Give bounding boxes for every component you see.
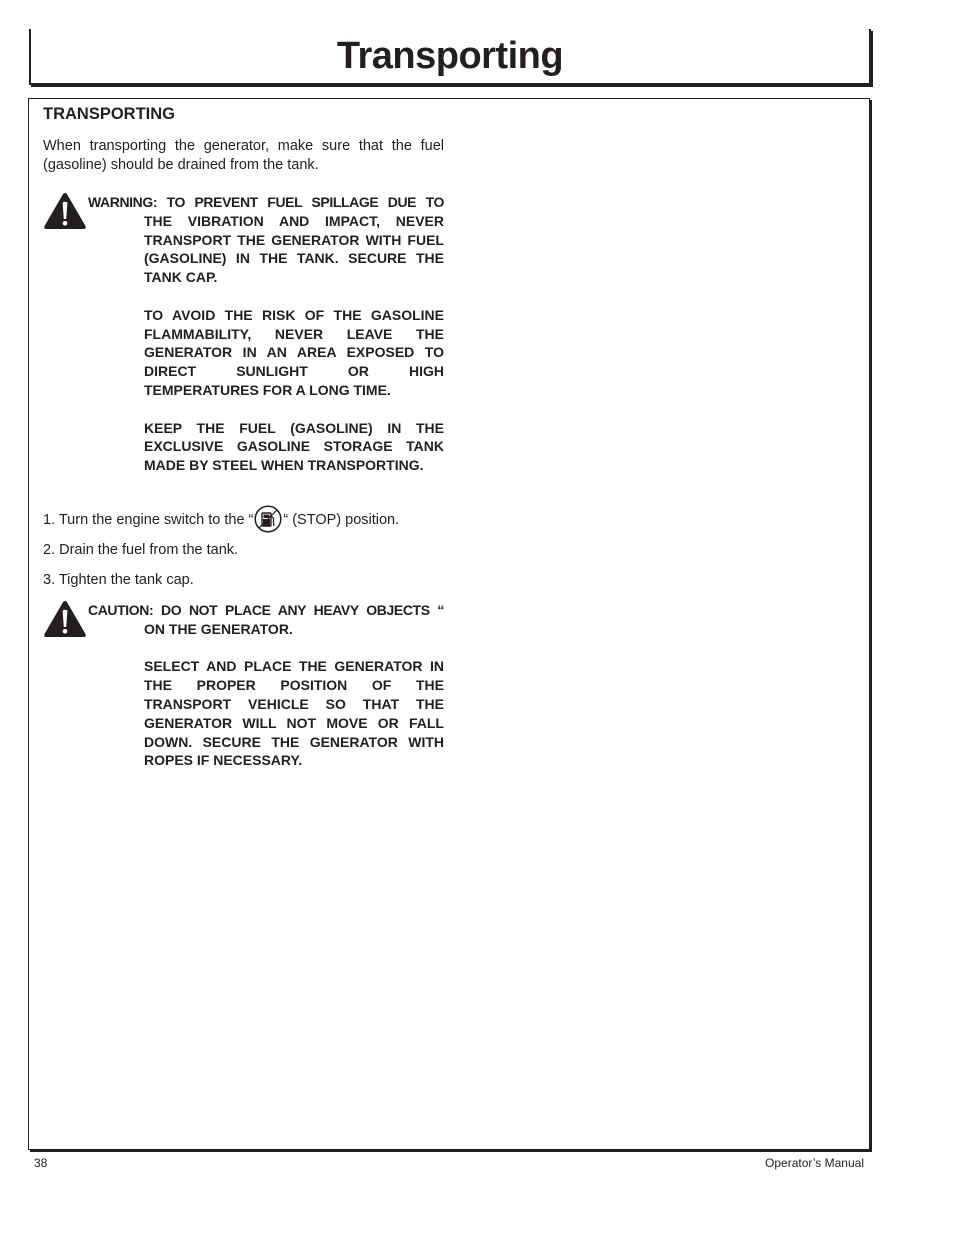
warning-paragraph: THE VIBRATION AND IMPACT, NEVER TRANSPORT THE GENERATOR WITH FUEL (GASOLINE) IN THE TANK. SECURE THE TANK CAP.	[144, 212, 444, 286]
warning-paragraph: KEEP THE FUEL (GASOLINE) IN THE EXCLUSIVE GASOLINE STORAGE TANK MADE BY STEEL WHEN TRANSPORTING.	[144, 419, 444, 474]
caution-paragraph: ON THE GENERATOR.	[144, 620, 293, 637]
warning-triangle-icon	[43, 192, 87, 230]
warning-triangle-icon	[43, 600, 87, 638]
caution-notice	[88, 601, 444, 770]
step-item: 2. Drain the fuel from the tank.	[43, 542, 239, 558]
fuel-stop-icon	[254, 505, 282, 533]
section-heading: TRANSPORTING	[43, 105, 175, 123]
footer-manual-title: Operator’s Manual	[765, 1156, 864, 1170]
step-text: “ (STOP) position.	[283, 512, 400, 528]
page-number: 38	[34, 1156, 48, 1170]
step-item: 3. Tighten the tank cap.	[43, 572, 194, 588]
step-text: 1. Turn the engine switch to the “	[43, 512, 254, 528]
caution-paragraph: SELECT AND PLACE THE GENERATOR IN THE PROPER POSITION OF THE TRANSPORT VEHICLE SO THAT THE GENERATOR WILL NOT MOVE OR FALL DOWN. SECURE THE GENERATOR WITH ROPES IF NECESSARY.	[144, 658, 444, 769]
page-title: Transporting	[336, 35, 564, 77]
caution-heading: CAUTION: DO NOT PLACE ANY HEAVY OBJECTS “	[88, 602, 444, 618]
intro-paragraph: When transporting the generator, make sure that the fuel (gasoline) should be drained from the tank.	[43, 138, 444, 173]
title-box	[29, 29, 871, 85]
warning-heading: WARNING: TO PREVENT FUEL SPILLAGE DUE TO	[88, 194, 444, 210]
step-item	[43, 511, 399, 530]
warning-notice	[88, 193, 444, 475]
warning-paragraph: TO AVOID THE RISK OF THE GASOLINE FLAMMABILITY, NEVER LEAVE THE GENERATOR IN AN AREA EXPOSED TO DIRECT SUNLIGHT OR HIGH TEMPERATURES FOR A LONG TIME.	[144, 306, 444, 398]
